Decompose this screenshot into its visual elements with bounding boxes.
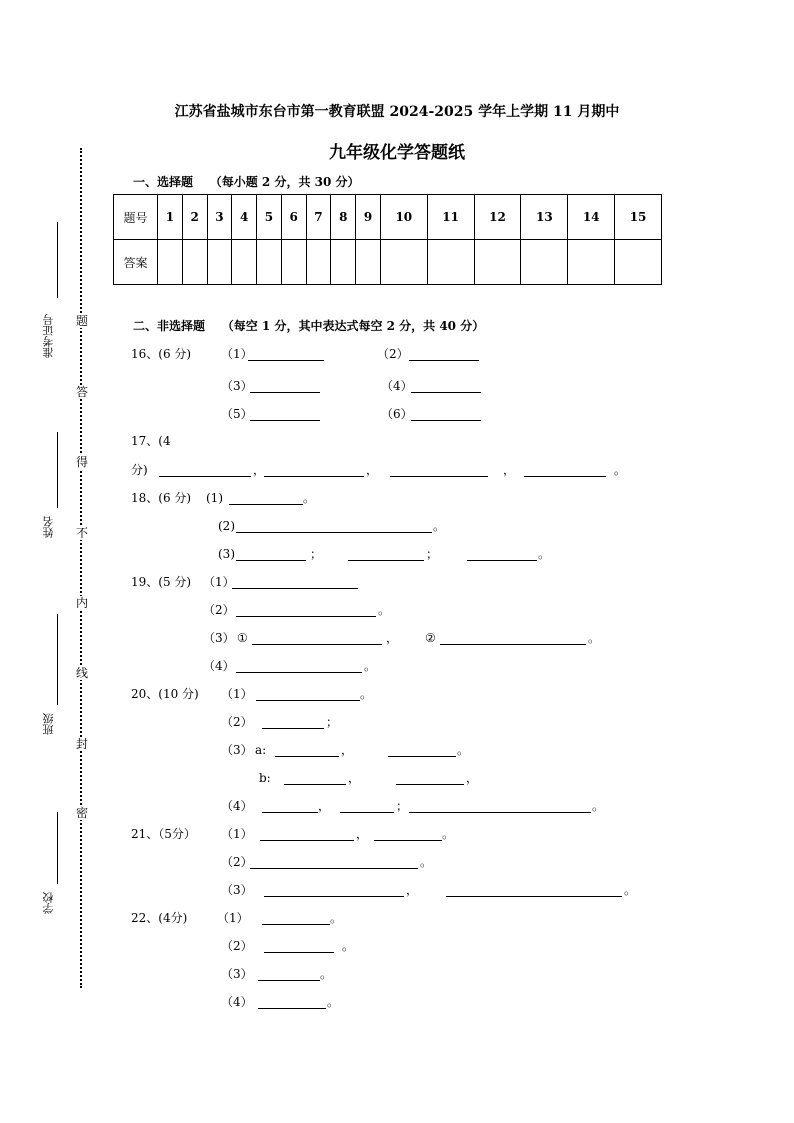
row-label-number: 题号 (114, 195, 158, 240)
q22-end: 。 (320, 967, 333, 981)
q16-blank-5[interactable] (250, 420, 320, 421)
question-number-cell: 13 (521, 195, 568, 240)
q20-blank-4-2[interactable] (340, 812, 394, 813)
q21-comma: ， (356, 827, 369, 841)
question-number-cell: 8 (331, 195, 356, 240)
q17-blank-4[interactable] (524, 476, 606, 477)
seal-char: 得 (76, 455, 89, 469)
question-number-cell: 15 (615, 195, 662, 240)
answer-cell[interactable] (182, 240, 207, 285)
q19-comma: ， (386, 631, 399, 645)
answer-cell[interactable] (281, 240, 306, 285)
q19-end: 。 (364, 659, 377, 673)
q18-part3-label: (3) (218, 547, 235, 561)
q16-part4-label: （4） (381, 379, 413, 393)
seal-dotted-line (80, 148, 82, 988)
section2-note: （每空 1 分，其中表达式每空 2 分，共 40 分） (221, 319, 485, 333)
q19-blank-3[interactable] (252, 644, 382, 645)
q20-part4-label: （4） (221, 799, 253, 813)
q21-blank-5[interactable] (446, 896, 622, 897)
question-number-cell: 7 (306, 195, 331, 240)
question-number-cell: 9 (356, 195, 381, 240)
q22-end: 。 (327, 995, 340, 1009)
table-row-answers (114, 240, 662, 285)
q16-part3-label: （3） (221, 379, 253, 393)
q22-part3-label: （3） (221, 967, 253, 981)
q22-label: 22、(4分) (131, 911, 188, 925)
q18-blank-2[interactable] (236, 532, 432, 533)
q19-blank-1[interactable] (232, 588, 358, 589)
q19-blank-5[interactable] (236, 672, 362, 673)
answer-cell[interactable] (380, 240, 427, 285)
side-blank-exam-number[interactable] (57, 222, 58, 298)
q20-blank-3b-1[interactable] (284, 784, 346, 785)
answer-cell[interactable] (158, 240, 183, 285)
side-label-name: 姓名 (42, 516, 55, 538)
seal-char: 封 (76, 737, 89, 751)
q16-blank-4[interactable] (411, 392, 481, 393)
side-label-exam-number: 准考证号 (42, 314, 55, 358)
answer-cell[interactable] (232, 240, 257, 285)
seal-char: 不 (76, 526, 89, 540)
q19-part4-label: （4） (203, 659, 235, 673)
q17-end: 。 (614, 463, 627, 477)
q20-blank-3a-2[interactable] (388, 756, 456, 757)
q22-part2-label: （2） (221, 939, 253, 953)
section2-title: 二、非选择题 (133, 319, 206, 333)
choice-answer-table (113, 194, 662, 285)
q19-end: 。 (588, 631, 601, 645)
answer-cell[interactable] (207, 240, 232, 285)
seal-char: 题 (76, 314, 89, 328)
q18-end: 。 (433, 519, 446, 533)
q19-part2-label: （2） (203, 603, 235, 617)
answer-cell[interactable] (356, 240, 381, 285)
q17-blank-2[interactable] (264, 476, 364, 477)
q22-blank-1[interactable] (262, 924, 330, 925)
q19-part1-label: （1） (203, 575, 235, 589)
seal-char: 内 (76, 596, 89, 610)
q20-end: 。 (457, 743, 470, 757)
q18-blank-5[interactable] (467, 560, 537, 561)
q18-part1-label: (1) (206, 491, 223, 505)
side-label-class: 班级 (42, 713, 55, 735)
q22-blank-3[interactable] (258, 980, 320, 981)
q20-label: 20、(10 分) (131, 687, 199, 701)
q19-label: 19、(5 分) (131, 575, 192, 589)
q22-part1-label: （1） (217, 911, 249, 925)
q20-part1-label: （1） (221, 687, 253, 701)
answer-cell[interactable] (521, 240, 568, 285)
q20-comma: ， (348, 771, 361, 785)
q18-label: 18、(6 分) (131, 491, 192, 505)
q20-blank-3b-2[interactable] (396, 784, 464, 785)
q21-blank-2[interactable] (374, 840, 442, 841)
q20-sub-a-label: a: (255, 743, 267, 757)
q20-semicolon: ； (396, 799, 409, 813)
exam-title: 九年级化学答题纸 (329, 143, 465, 163)
q17-comma: ， (253, 463, 266, 477)
q20-semicolon: ； (326, 715, 339, 729)
question-number-cell: 10 (380, 195, 427, 240)
q19-blank-4[interactable] (440, 644, 586, 645)
row-label-answer: 答案 (114, 240, 158, 285)
q22-blank-2[interactable] (264, 952, 334, 953)
q21-part2-label: （2） (221, 855, 253, 869)
q18-blank-1[interactable] (229, 504, 303, 505)
q16-blank-3[interactable] (250, 392, 320, 393)
answer-cell[interactable] (615, 240, 662, 285)
q16-part5-label: （5） (221, 407, 253, 421)
q18-semicolon: ； (426, 547, 439, 561)
q18-blank-3[interactable] (236, 560, 306, 561)
q21-blank-4[interactable] (264, 896, 404, 897)
question-number-cell: 1 (158, 195, 183, 240)
q21-part1-label: （1） (221, 827, 253, 841)
question-number-cell: 11 (427, 195, 474, 240)
section1-title: 一、选择题 (133, 175, 194, 189)
seal-char: 密 (76, 806, 89, 820)
question-number-cell: 4 (232, 195, 257, 240)
q16-blank-6[interactable] (411, 420, 481, 421)
q20-blank-4-3[interactable] (409, 812, 591, 813)
q18-blank-4[interactable] (348, 560, 424, 561)
q18-end: 。 (303, 491, 316, 505)
q22-part4-label: （4） (221, 995, 253, 1009)
q21-end: 。 (442, 827, 455, 841)
q16-part1-label: （1） (221, 347, 253, 361)
q17-comma: ， (503, 463, 516, 477)
section2-heading (133, 317, 484, 334)
q20-comma: ， (318, 799, 331, 813)
q19-circle-2: ② (425, 631, 436, 645)
question-number-cell: 14 (568, 195, 615, 240)
question-number-cell: 6 (281, 195, 306, 240)
q20-blank-1[interactable] (256, 700, 360, 701)
seal-char: 答 (76, 385, 89, 399)
q18-part2-label: (2) (218, 519, 235, 533)
q18-semicolon: ； (310, 547, 323, 561)
side-blank-name[interactable] (57, 432, 58, 508)
section1-note: （每小题 2 分，共 30 分） (209, 175, 360, 189)
q22-end: 。 (330, 911, 343, 925)
q20-blank-4-1[interactable] (262, 812, 318, 813)
q20-blank-2[interactable] (262, 728, 324, 729)
q16-blank-2[interactable] (409, 360, 479, 361)
q19-part3-label: （3） (203, 631, 235, 645)
q21-blank-1[interactable] (260, 840, 354, 841)
q21-end: 。 (420, 855, 433, 869)
question-number-cell: 3 (207, 195, 232, 240)
side-label-school: 学校 (42, 892, 55, 914)
q17-label-a: 17、(4 (131, 434, 171, 448)
q20-part3-label: （3） (221, 743, 253, 757)
answer-cell[interactable] (306, 240, 331, 285)
q17-blank-1[interactable] (159, 476, 251, 477)
q21-comma: ， (406, 883, 419, 897)
q20-end: 。 (592, 799, 605, 813)
q19-blank-2[interactable] (236, 616, 376, 617)
answer-cell[interactable] (257, 240, 282, 285)
q16-part2-label: （2） (377, 347, 409, 361)
seal-char: 线 (76, 666, 89, 680)
question-number-cell: 2 (182, 195, 207, 240)
exam-header-line1: 江苏省盐城市东台市第一教育联盟 2024-2025 学年上学期 11 月期中 (174, 104, 620, 120)
side-blank-school[interactable] (57, 812, 58, 884)
q21-part3-label: （3） (221, 883, 253, 897)
q20-part2-label: （2） (221, 715, 253, 729)
q16-label: 16、(6 分) (131, 347, 192, 361)
q20-blank-3a-1[interactable] (275, 756, 339, 757)
answer-cell[interactable] (427, 240, 474, 285)
answer-cell[interactable] (474, 240, 521, 285)
section1-heading (133, 173, 360, 190)
q22-end: 。 (342, 939, 355, 953)
q20-sub-b-label: b: (259, 771, 271, 785)
question-number-cell: 5 (257, 195, 282, 240)
answer-cell[interactable] (568, 240, 615, 285)
q16-blank-1[interactable] (248, 360, 324, 361)
q18-end: 。 (538, 547, 551, 561)
q21-label: 21、（5分） (131, 827, 196, 841)
question-number-cell: 12 (474, 195, 521, 240)
q19-circle-1: ① (237, 631, 248, 645)
q21-blank-3[interactable] (250, 868, 418, 869)
q17-comma: ， (366, 463, 379, 477)
answer-cell[interactable] (331, 240, 356, 285)
q21-end: 。 (624, 883, 637, 897)
q20-comma: ， (466, 771, 479, 785)
q17-blank-3[interactable] (390, 476, 488, 477)
q20-end: 。 (360, 687, 373, 701)
q16-part6-label: （6） (381, 407, 413, 421)
table-row-numbers (114, 195, 662, 240)
q22-blank-4[interactable] (258, 1008, 326, 1009)
q20-comma: ， (341, 743, 354, 757)
q17-label-b: 分) (131, 463, 148, 477)
q19-end: 。 (378, 603, 391, 617)
side-blank-class[interactable] (57, 614, 58, 705)
